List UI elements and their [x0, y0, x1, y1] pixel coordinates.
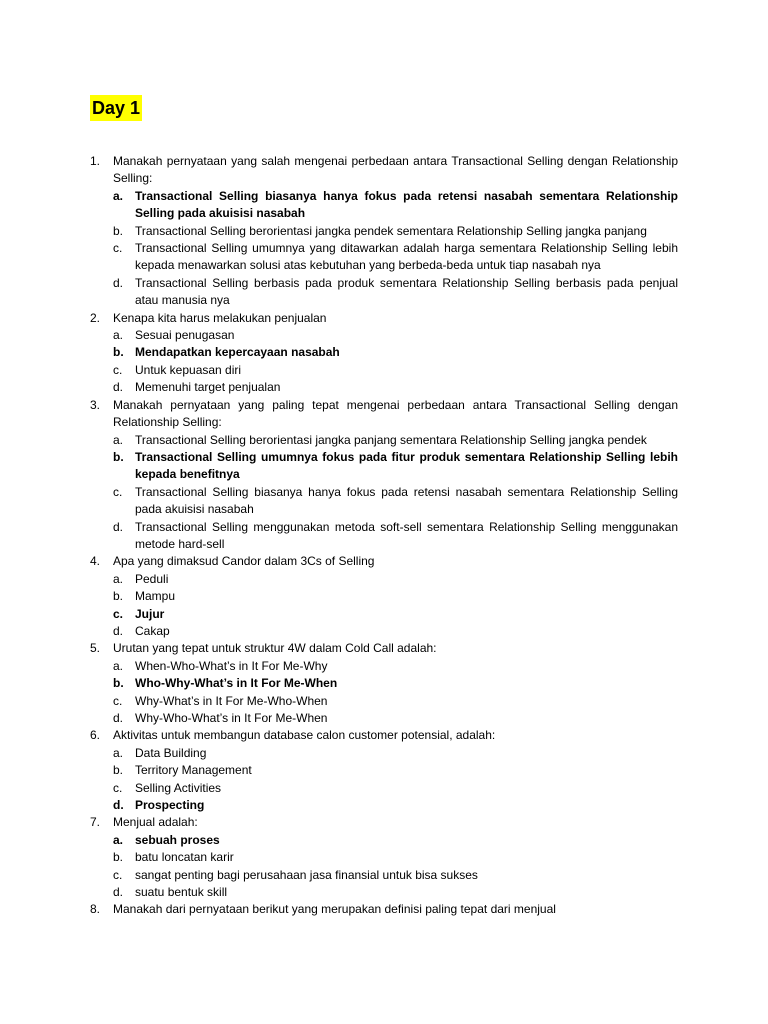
answer-option-c	[113, 606, 678, 623]
answer-option-a	[113, 745, 678, 762]
answer-option-b	[113, 344, 678, 361]
option-letter: c.	[113, 241, 123, 256]
question-body	[113, 727, 678, 814]
option-text: Peduli	[135, 571, 169, 586]
option-text: Cakap	[135, 623, 170, 638]
option-text: suatu bentuk skill	[135, 885, 228, 900]
question-body	[113, 814, 678, 901]
question-8	[90, 901, 678, 918]
page-title: Day 1	[90, 95, 142, 121]
question-number: 8.	[90, 902, 101, 917]
answer-option-d	[113, 623, 678, 640]
answer-option-b	[113, 588, 678, 605]
answer-option-a	[113, 432, 678, 449]
question-body	[113, 901, 678, 918]
question-text: Manakah pernyataan yang paling tepat mengenai perbedaan antara Transactional Selling dengan Relationship Selling:	[113, 397, 678, 430]
option-text: Why-What’s in It For Me-Who-When	[135, 693, 328, 708]
question-text: Urutan yang tepat untuk struktur 4W dalam Cold Call adalah:	[113, 641, 437, 656]
answer-option-d	[113, 519, 678, 554]
option-text: Who-Why-What’s in It For Me-When	[135, 676, 338, 691]
option-letter: a.	[113, 832, 124, 847]
answer-option-b	[113, 762, 678, 779]
question-text: Manakah dari pernyataan berikut yang merupakan definisi paling tepat dari menjual	[113, 902, 556, 917]
question-body	[113, 397, 678, 554]
option-letter: c.	[113, 362, 123, 377]
question-3	[90, 397, 678, 554]
question-text: Aktivitas untuk membangun database calon customer potensial, adalah:	[113, 728, 496, 743]
option-text: Memenuhi target penjualan	[135, 380, 281, 395]
option-text: Transactional Selling umumnya fokus pada fitur produk sementara Relationship Selling lebih kepada benefitnya	[135, 449, 678, 482]
answer-option-b	[113, 675, 678, 692]
answer-option-d	[113, 275, 678, 310]
answer-option-a	[113, 327, 678, 344]
question-body	[113, 640, 678, 727]
question-number: 2.	[90, 310, 101, 325]
answer-option-d	[113, 884, 678, 901]
option-letter: d.	[113, 623, 124, 638]
question-body	[113, 553, 678, 640]
question-2	[90, 310, 678, 397]
question-number: 3.	[90, 397, 101, 412]
option-text: Jujur	[135, 606, 165, 621]
question-body	[113, 310, 678, 397]
option-text: Mendapatkan kepercayaan nasabah	[135, 345, 340, 360]
option-letter: c.	[113, 693, 123, 708]
question-text: Manakah pernyataan yang salah mengenai perbedaan antara Transactional Selling dengan Relationship Selling:	[113, 154, 678, 186]
option-text: sangat penting bagi perusahaan jasa finansial untuk bisa sukses	[135, 867, 478, 882]
question-6	[90, 727, 678, 814]
question-body	[113, 153, 678, 310]
option-text: Prospecting	[135, 798, 205, 813]
question-text: Menjual adalah:	[113, 815, 198, 830]
answer-option-c	[113, 240, 678, 275]
answer-option-b	[113, 449, 678, 484]
option-text: When-Who-What’s in It For Me-Why	[135, 658, 328, 673]
option-letter: a.	[113, 658, 124, 673]
answer-option-b	[113, 223, 678, 240]
option-letter: b.	[113, 345, 124, 360]
option-letter: c.	[113, 484, 123, 499]
answer-option-a	[113, 188, 678, 223]
option-text: Why-Who-What’s in It For Me-When	[135, 711, 328, 725]
option-letter: c.	[113, 606, 124, 621]
option-letter: d.	[113, 519, 124, 534]
answer-option-b	[113, 849, 678, 866]
answer-option-c	[113, 693, 678, 710]
question-4	[90, 553, 678, 640]
option-letter: b.	[113, 223, 124, 238]
option-text: Data Building	[135, 745, 207, 760]
question-1	[90, 153, 678, 310]
question-7	[90, 814, 678, 901]
option-letter: b.	[113, 763, 124, 778]
option-letter: d.	[113, 380, 124, 395]
answer-option-c	[113, 780, 678, 797]
answer-option-c	[113, 867, 678, 884]
question-number: 6.	[90, 728, 101, 743]
option-letter: b.	[113, 850, 124, 865]
option-letter: b.	[113, 676, 124, 691]
question-list	[90, 153, 678, 919]
option-text: Transactional Selling umumnya yang ditawarkan adalah harga sementara Relationship Selling lebih kepada menawarkan solusi atas kebutuhan yang berbeda-beda untuk tiap nasabah nya	[135, 241, 678, 273]
answer-option-c	[113, 484, 678, 519]
answer-option-a	[113, 832, 678, 849]
option-text: Transactional Selling menggunakan metoda soft-sell sementara Relationship Selling menggunakan metode hard-sell	[135, 519, 678, 551]
option-text: sebuah proses	[135, 832, 220, 847]
option-letter: a.	[113, 571, 124, 586]
answer-option-a	[113, 571, 678, 588]
option-text: Transactional Selling berorientasi jangka panjang sementara Relationship Selling jangka pendek	[135, 432, 647, 447]
option-text: Transactional Selling berorientasi jangka pendek sementara Relationship Selling jangka panjang	[135, 223, 647, 238]
option-text: Mampu	[135, 589, 176, 604]
option-letter: a.	[113, 328, 124, 343]
option-text: batu loncatan karir	[135, 850, 234, 865]
question-text: Apa yang dimaksud Candor dalam 3Cs of Selling	[113, 554, 375, 569]
option-text: Transactional Selling biasanya hanya fokus pada retensi nasabah sementara Relationship Selling pada akuisisi nasabah	[135, 484, 678, 517]
answer-option-d	[113, 379, 678, 396]
option-text: Selling Activities	[135, 780, 222, 795]
question-number: 5.	[90, 641, 101, 656]
question-number: 1.	[90, 154, 101, 168]
option-text: Transactional Selling biasanya hanya fokus pada retensi nasabah sementara Relationship Selling pada akuisisi nasabah	[135, 188, 678, 221]
question-number: 7.	[90, 815, 101, 830]
answer-option-d	[113, 797, 678, 814]
option-letter: a.	[113, 745, 124, 760]
question-number: 4.	[90, 554, 101, 569]
option-letter: a.	[113, 188, 124, 203]
option-letter: d.	[113, 711, 124, 725]
option-text: Territory Management	[135, 763, 252, 778]
option-letter: d.	[113, 885, 124, 900]
option-letter: d.	[113, 275, 124, 290]
question-5	[90, 640, 678, 727]
answer-option-d	[113, 710, 678, 727]
option-text: Transactional Selling berbasis pada produk sementara Relationship Selling berbasis pada penjual atau manusia nya	[135, 275, 678, 308]
option-text: Sesuai penugasan	[135, 328, 235, 343]
option-letter: a.	[113, 432, 124, 447]
option-letter: b.	[113, 589, 124, 604]
option-letter: c.	[113, 780, 123, 795]
answer-option-c	[113, 362, 678, 379]
question-text: Kenapa kita harus melakukan penjualan	[113, 310, 327, 325]
option-letter: d.	[113, 798, 124, 813]
answer-option-a	[113, 658, 678, 675]
option-text: Untuk kepuasan diri	[135, 362, 242, 377]
option-letter: c.	[113, 867, 123, 882]
option-letter: b.	[113, 449, 124, 464]
